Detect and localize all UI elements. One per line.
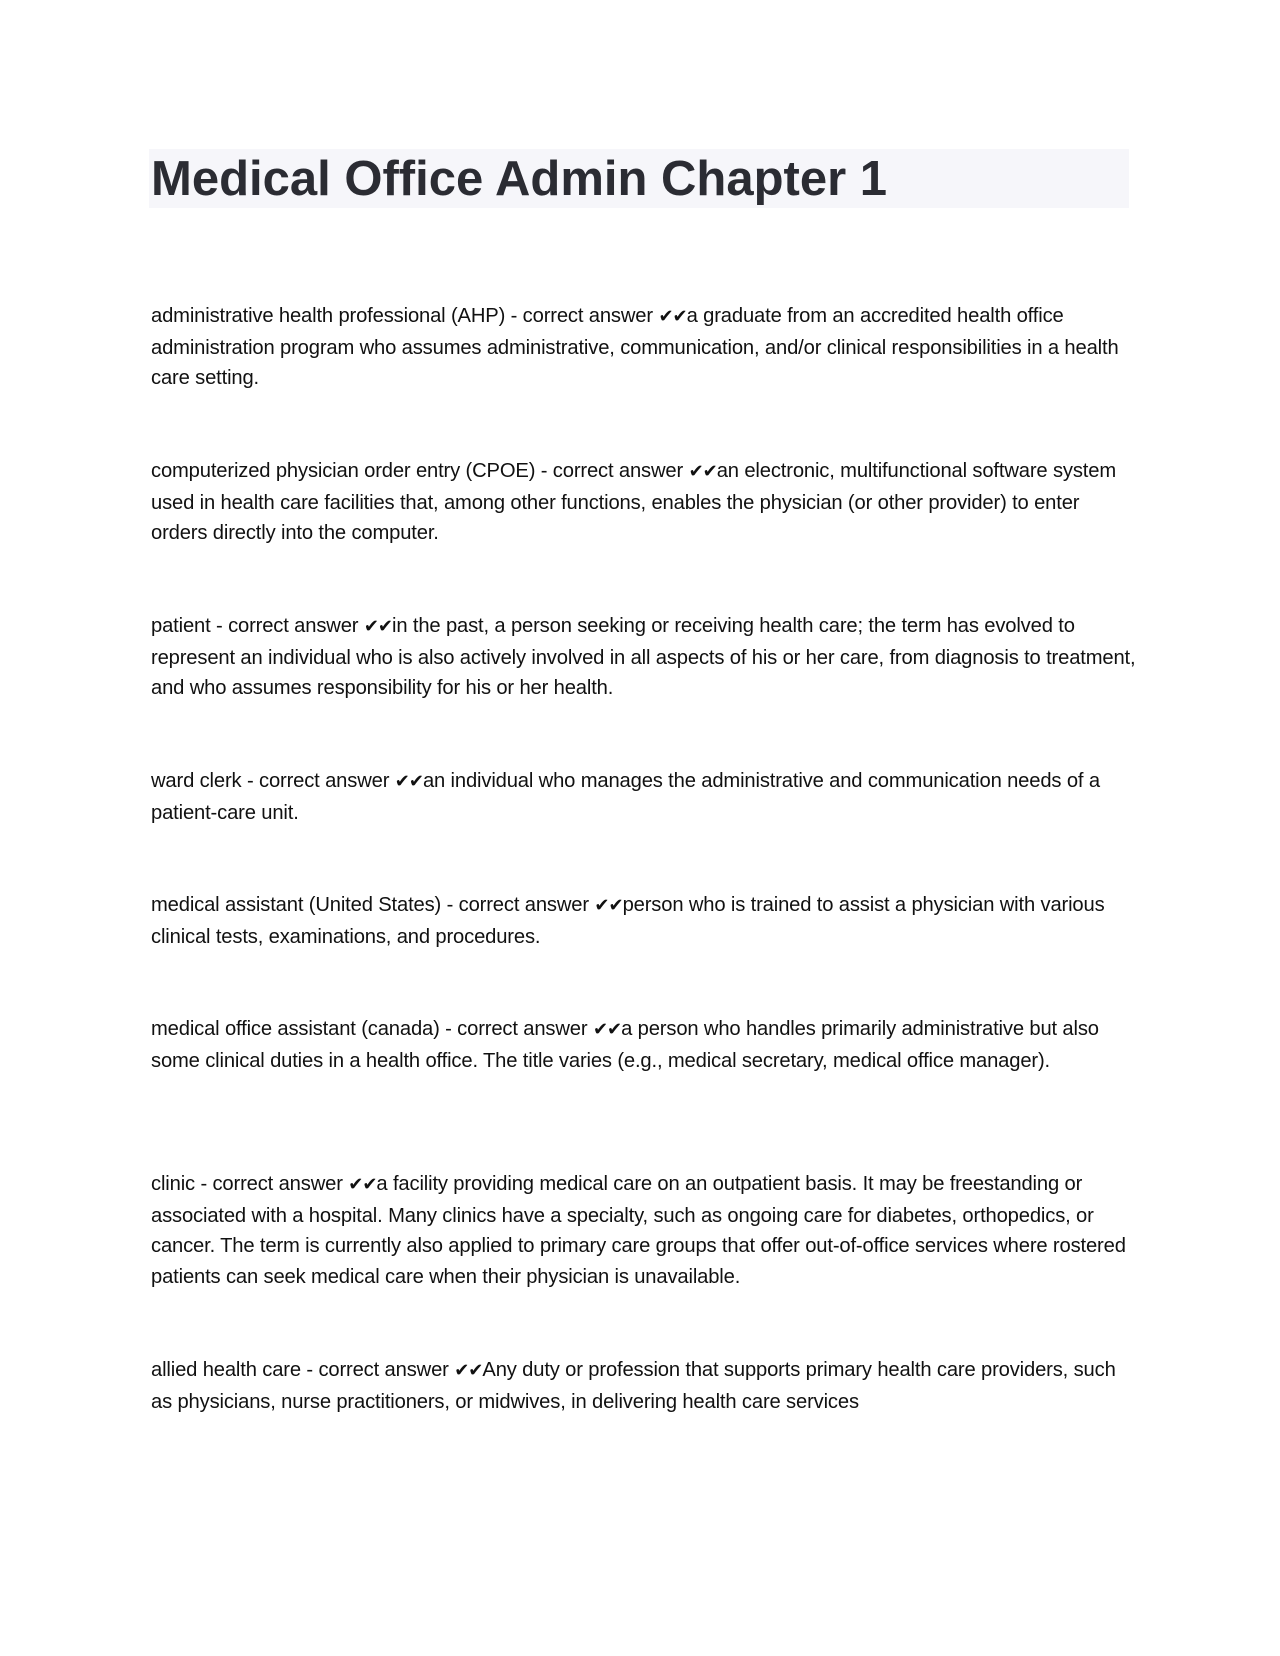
entry-definition: a facility providing medical care on an outpatient basis. It may be freestanding or associated with a hospital. Many clinics have a specialty, such as ongoing care for diabetes, orthopedics, or cancer. The term is currently also applied to primary care groups that offer out-of-office services where rostered patients can seek medical care when their physician is unavailable.	[151, 1173, 1126, 1288]
glossary-entry-clinic	[151, 1169, 1136, 1292]
entry-term: computerized physician order entry (CPOE)	[151, 460, 536, 482]
entry-separator: -	[300, 1359, 319, 1381]
entry-separator: -	[441, 894, 459, 916]
entry-separator: -	[535, 460, 553, 482]
entry-definition: a person who handles primarily administrative but also some clinical duties in a health office. The title varies (e.g., medical secretary, medical office manager).	[151, 1018, 1099, 1072]
glossary-entry-cpoe	[151, 456, 1136, 549]
entry-definition: a graduate from an accredited health office administration program who assumes administrative, communication, and/or clinical responsibilities in a health care setting.	[151, 305, 1119, 389]
answer-label: correct answer	[212, 1173, 343, 1195]
answer-label: correct answer	[228, 615, 359, 637]
entry-term: medical office assistant (canada)	[151, 1018, 440, 1040]
entry-separator: -	[194, 1173, 213, 1195]
entry-separator: -	[241, 770, 259, 792]
answer-label: correct answer	[458, 894, 589, 916]
entry-definition: Any duty or profession that supports primary health care providers, such as physicians, nurse practitioners, or midwives, in delivering health care services	[151, 1359, 1116, 1413]
double-check-icon: ✔✔	[363, 616, 392, 637]
entry-definition: in the past, a person seeking or receiving health care; the term has evolved to represent an individual who is also actively involved in all aspects of his or her care, from diagnosis to treatment, and who assumes responsibility for his or her health.	[151, 615, 1136, 699]
double-check-icon: ✔✔	[454, 1360, 483, 1381]
entry-term: medical assistant (United States)	[151, 894, 442, 916]
answer-label: correct answer	[259, 770, 390, 792]
double-check-icon: ✔✔	[594, 895, 623, 916]
glossary-entry-ward-clerk	[151, 766, 1136, 828]
answer-label: correct answer	[522, 305, 653, 327]
answer-label: correct answer	[318, 1359, 449, 1381]
double-check-icon: ✔✔	[658, 306, 687, 327]
entry-separator: -	[439, 1018, 458, 1040]
glossary-entry-ahp	[151, 301, 1136, 394]
double-check-icon: ✔✔	[592, 1019, 622, 1040]
entry-term: allied health care	[151, 1359, 301, 1381]
page-title: Medical Office Admin Chapter 1	[151, 152, 888, 206]
answer-label: correct answer	[552, 460, 684, 482]
entry-definition: an individual who manages the administrative and communication needs of a patient-care unit.	[151, 770, 1100, 824]
entry-term: ward clerk	[151, 770, 242, 792]
entry-term: patient	[151, 615, 211, 637]
entry-term: administrative health professional (AHP)	[151, 305, 506, 327]
entry-definition: person who is trained to assist a physician with various clinical tests, examinations, and procedures.	[151, 894, 1105, 948]
glossary-entry-patient	[151, 611, 1136, 704]
title-banner	[149, 149, 1129, 208]
double-check-icon: ✔✔	[394, 771, 423, 792]
glossary-entry-allied-health-care	[151, 1355, 1136, 1417]
entry-definition: an electronic, multifunctional software system used in health care facilities that, among other functions, enables the physician (or other provider) to enter orders directly into the computer.	[151, 460, 1116, 544]
entry-separator: -	[505, 305, 523, 327]
double-check-icon: ✔✔	[688, 461, 717, 482]
glossary-entry-medical-office-assistant-canada	[151, 1014, 1136, 1076]
answer-label: correct answer	[457, 1018, 588, 1040]
entry-separator: -	[210, 615, 229, 637]
glossary-entry-medical-assistant-us	[151, 890, 1136, 952]
entry-term: clinic	[151, 1173, 195, 1195]
double-check-icon: ✔✔	[348, 1174, 377, 1195]
